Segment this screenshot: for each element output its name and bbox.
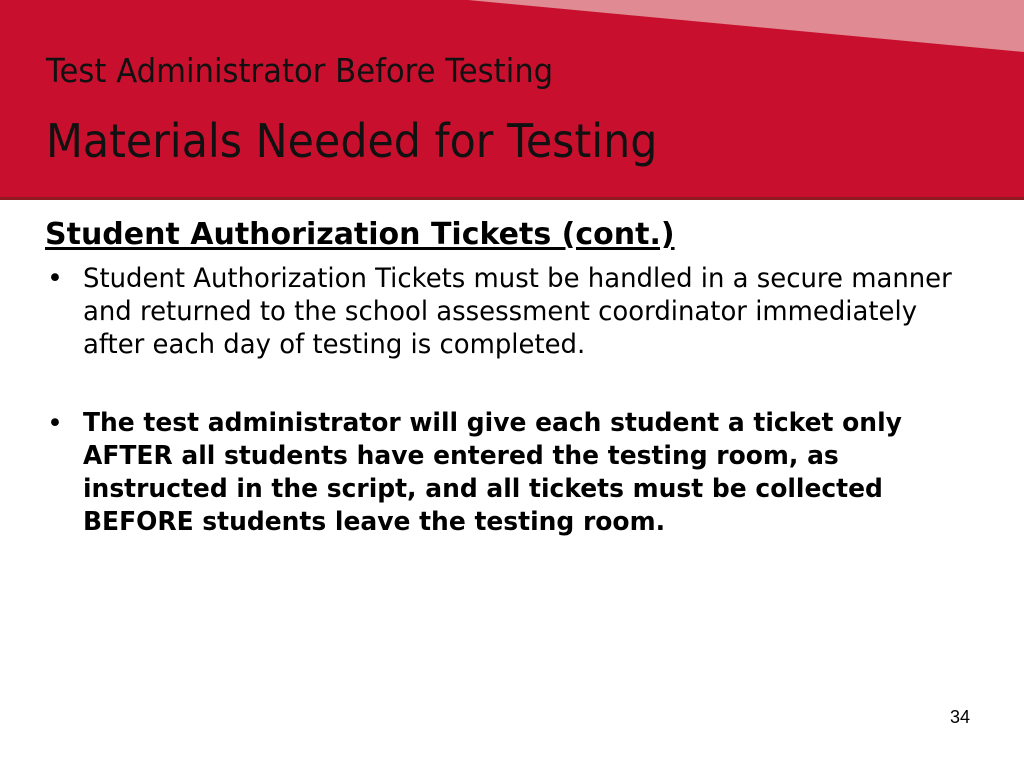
section-heading: Student Authorization Tickets (cont.) bbox=[45, 217, 675, 252]
slide-subtitle: Test Administrator Before Testing bbox=[46, 51, 554, 90]
bullet-item-distribution bbox=[45, 407, 995, 539]
bullet-item-handling bbox=[45, 262, 995, 361]
bullet-list bbox=[45, 262, 995, 539]
bullet-text-distribution: The test administrator will give each student a ticket only AFTER all students have entered the testing room, as instructed in the script, and all tickets must be collected BEFORE students leave the testing room. bbox=[83, 408, 902, 537]
bullet-text-handling: Student Authorization Tickets must be handled in a secure manner and returned to the school assessment coordinator immediately after each day of testing is completed. bbox=[83, 263, 952, 360]
page-number: 34 bbox=[949, 707, 970, 727]
header-divider bbox=[0, 197, 1024, 200]
bullet-icon: • bbox=[47, 408, 63, 439]
header-accent-polygon bbox=[468, 0, 1024, 52]
bullet-icon: • bbox=[47, 263, 63, 294]
slide-title: Materials Needed for Testing bbox=[46, 114, 658, 168]
